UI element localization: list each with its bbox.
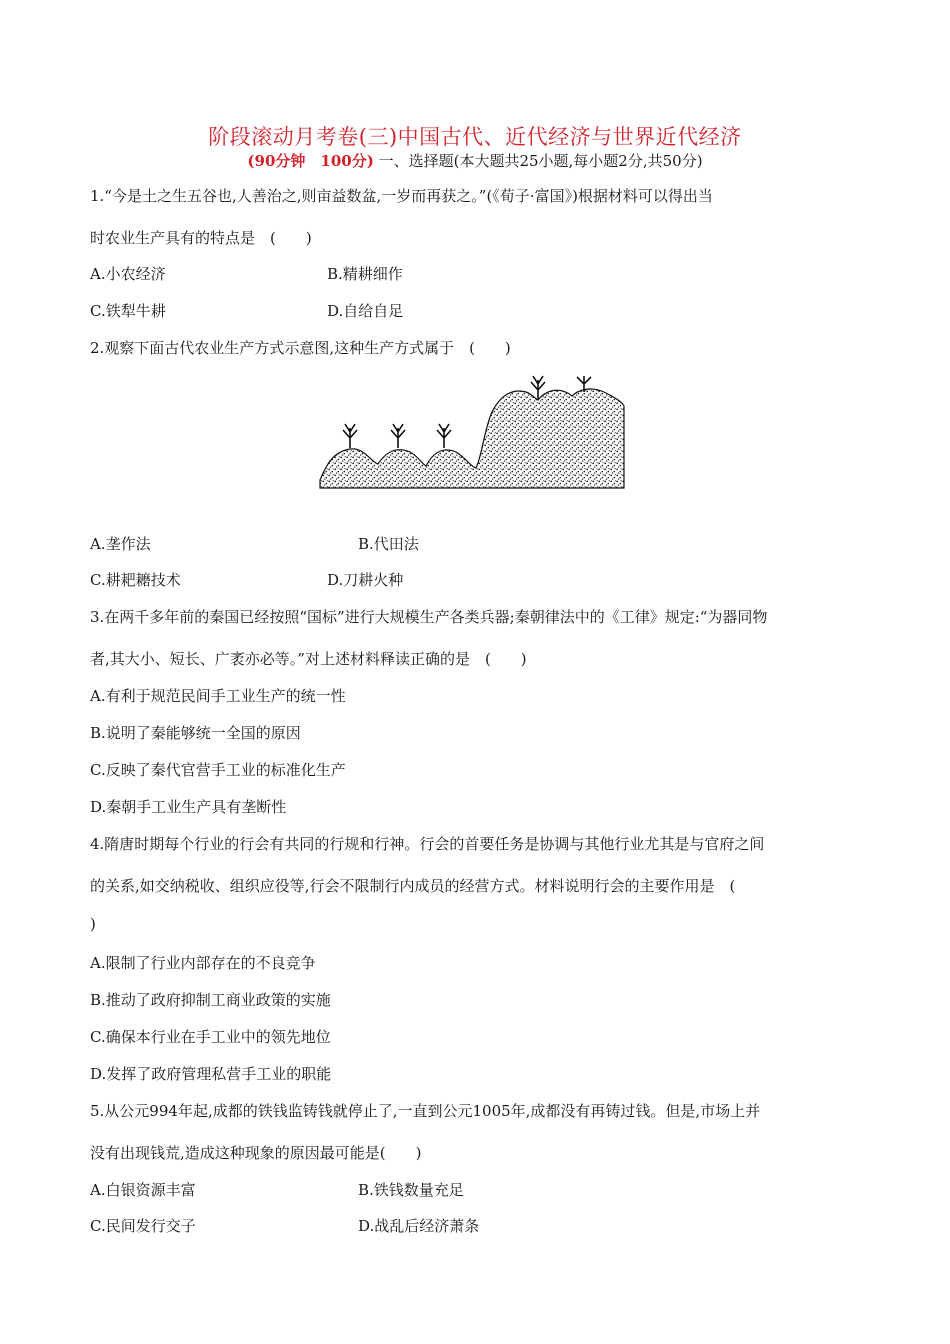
q4-line-1: 4.隋唐时期每个行业的行会有共同的行规和行神。行会的首要任务是协调与其他行业尤其是与官府之间: [90, 835, 765, 853]
q1-option-a: A.小农经济: [90, 265, 166, 283]
q2-option-b: B.代田法: [358, 535, 419, 553]
ridge-terrain: [320, 389, 624, 488]
q2-option-a: A.垄作法: [90, 535, 151, 553]
q3-option-a: A.有利于规范民间手工业生产的统一性: [90, 687, 346, 705]
q1-option-b: B.精耕细作: [327, 265, 403, 283]
q5-line-2: 没有出现钱荒,造成这种现象的原因最可能是( ): [90, 1144, 422, 1162]
q4-option-a: A.限制了行业内部存在的不良竞争: [90, 954, 316, 972]
q2-line-1: 2.观察下面古代农业生产方式示意图,这种生产方式属于 ( ): [90, 339, 511, 357]
q5-option-c: C.民间发行交子: [90, 1217, 196, 1235]
q5-line-1: 5.从公元994年起,成都的铁钱监铸钱就停止了,一直到公元1005年,成都没有再铸过钱。但是,市场上并: [90, 1102, 761, 1120]
q4-option-c: C.确保本行业在手工业中的领先地位: [90, 1028, 331, 1046]
time-score: (90分钟 100分): [247, 152, 374, 170]
q3-option-c: C.反映了秦代官营手工业的标准化生产: [90, 761, 346, 779]
section-heading: 一、选择题(本大题共25小题,每小题2分,共50分): [378, 152, 703, 170]
q3-option-b: B.说明了秦能够统一全国的原因: [90, 724, 301, 742]
q3-option-d: D.秦朝手工业生产具有垄断性: [90, 798, 287, 816]
exam-title: 阶段滚动月考卷(三)中国古代、近代经济与世界近代经济: [208, 125, 742, 149]
q5-option-d: D.战乱后经济萧条: [358, 1217, 480, 1235]
q4-option-b: B.推动了政府抑制工商业政策的实施: [90, 991, 331, 1009]
q3-line-2: 者,其大小、短长、广袤亦必等。”对上述材料释读正确的是 ( ): [90, 650, 527, 668]
q5-option-b: B.铁钱数量充足: [358, 1181, 464, 1199]
farming-ridge-diagram: [316, 372, 628, 492]
q1-line-1: 1.“今是土之生五谷也,人善治之,则亩益数盆,一岁而再获之。”(《荀子·富国》)根据材料可以得出当: [90, 187, 713, 205]
q2-option-d: D.刀耕火种: [327, 571, 404, 589]
q1-option-c: C.铁犁牛耕: [90, 302, 166, 320]
q3-line-1: 3.在两千多年前的秦国已经按照“国标”进行大规模生产各类兵器;秦朝律法中的《工律》规定:“为器同物: [90, 608, 768, 626]
q1-option-d: D.自给自足: [327, 302, 404, 320]
q4-line-2: 的关系,如交纳税收、组织应役等,行会不限制行内成员的经营方式。材料说明行会的主要作用是 (: [90, 877, 736, 895]
exam-subtitle: [0, 150, 950, 171]
q5-option-a: A.白银资源丰富: [90, 1181, 196, 1199]
q2-option-c: C.耕耙耱技术: [90, 571, 181, 589]
q4-line-3: ): [90, 915, 96, 933]
q4-option-d: D.发挥了政府管理私营手工业的职能: [90, 1065, 332, 1083]
q1-line-2: 时农业生产具有的特点是 ( ): [90, 229, 312, 247]
